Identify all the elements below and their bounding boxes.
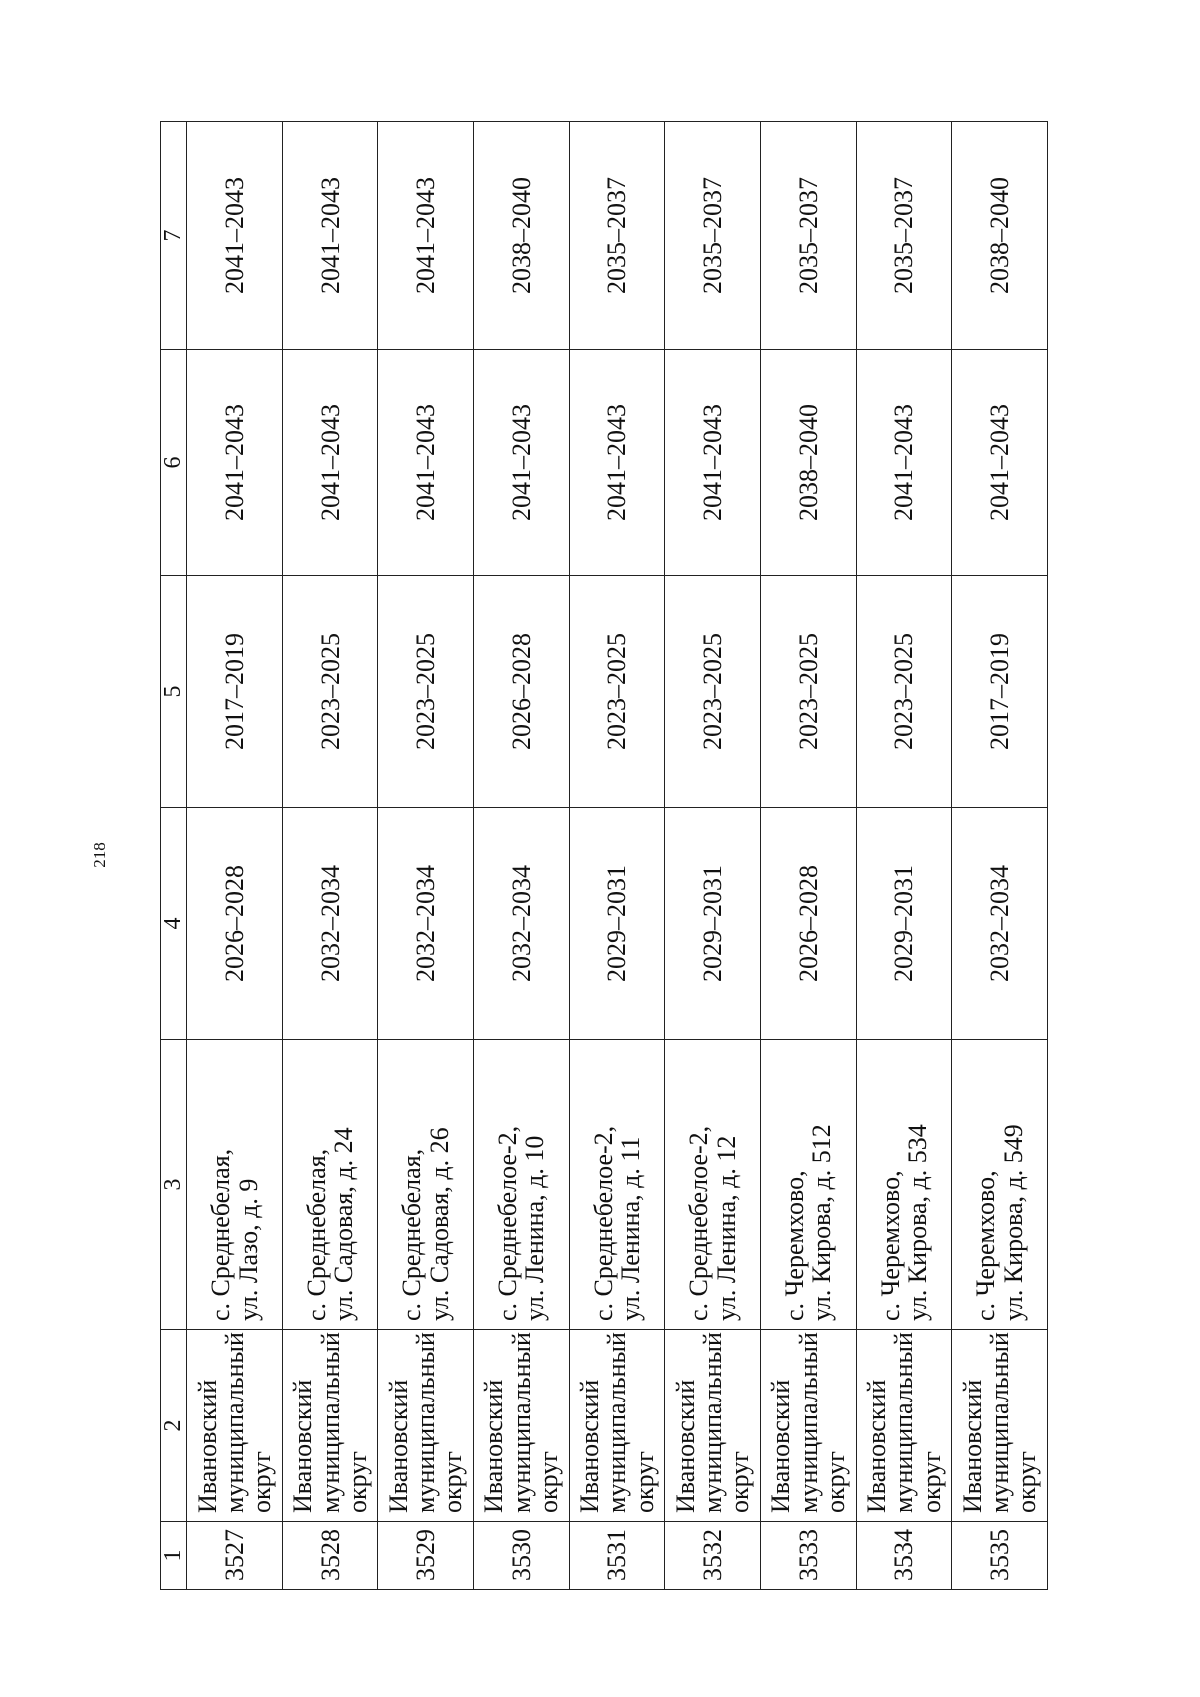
- period-c4: 2029–2031: [856, 808, 952, 1040]
- address-line: ул. Садовая, д. 26: [424, 1127, 454, 1321]
- district-line: Ивановский: [479, 1379, 509, 1513]
- period-c6: 2038–2040: [761, 350, 857, 576]
- district-line: Ивановский: [192, 1379, 222, 1513]
- address: [474, 1040, 570, 1330]
- address: [665, 1040, 761, 1330]
- period-c6: 2041–2043: [569, 350, 665, 576]
- district-line: муниципальный: [506, 1332, 536, 1513]
- municipal-district: [187, 1330, 283, 1522]
- period-c7: 2035–2037: [856, 122, 952, 350]
- period-c7: 2041–2043: [187, 122, 283, 350]
- period-c5: 2023–2025: [856, 576, 952, 808]
- district-line: Ивановский: [670, 1379, 700, 1513]
- period-c6: 2041–2043: [952, 350, 1048, 576]
- district-line: муниципальный: [315, 1332, 345, 1513]
- period-c6: 2041–2043: [187, 350, 283, 576]
- address: [856, 1040, 952, 1330]
- period-c7: 2035–2037: [665, 122, 761, 350]
- district-line: округ: [629, 1451, 659, 1513]
- district-line: округ: [916, 1451, 946, 1513]
- address: [187, 1040, 283, 1330]
- address-line: ул. Кирова, д. 534: [902, 1124, 932, 1321]
- address: [282, 1040, 378, 1330]
- period-c5: 2023–2025: [282, 576, 378, 808]
- data-table: [160, 121, 1048, 1590]
- district-line: округ: [1012, 1451, 1042, 1513]
- column-header: 4: [161, 808, 187, 1040]
- district-line: муниципальный: [698, 1332, 728, 1513]
- period-c5: 2023–2025: [665, 576, 761, 808]
- district-line: округ: [534, 1451, 564, 1513]
- address-line: с. Среднебелое-2,: [493, 1125, 523, 1321]
- address-line: ул. Ленина, д. 11: [616, 1136, 646, 1321]
- table-row: [856, 122, 952, 1590]
- table-row: [665, 122, 761, 1590]
- row-number: 3530: [474, 1522, 570, 1590]
- address-line: с. Среднебелое-2,: [684, 1125, 714, 1321]
- period-c6: 2041–2043: [282, 350, 378, 576]
- table-row: [187, 122, 283, 1590]
- period-c5: 2023–2025: [569, 576, 665, 808]
- row-number: 3528: [282, 1522, 378, 1590]
- period-c7: 2035–2037: [761, 122, 857, 350]
- table-row: [378, 122, 474, 1590]
- district-line: муниципальный: [889, 1332, 919, 1513]
- period-c4: 2032–2034: [952, 808, 1048, 1040]
- address-line: ул. Ленина, д. 12: [711, 1135, 741, 1321]
- district-line: муниципальный: [793, 1332, 823, 1513]
- address: [569, 1040, 665, 1330]
- municipal-district: [282, 1330, 378, 1522]
- period-c4: 2032–2034: [282, 808, 378, 1040]
- table-row: [282, 122, 378, 1590]
- table-row: [474, 122, 570, 1590]
- period-c7: 2038–2040: [474, 122, 570, 350]
- municipal-district: [569, 1330, 665, 1522]
- address: [378, 1040, 474, 1330]
- row-number: 3533: [761, 1522, 857, 1590]
- period-c4: 2032–2034: [378, 808, 474, 1040]
- municipal-district: [856, 1330, 952, 1522]
- address-line: с. Среднебелая,: [397, 1148, 427, 1321]
- district-line: муниципальный: [602, 1332, 632, 1513]
- district-line: округ: [725, 1451, 755, 1513]
- period-c6: 2041–2043: [474, 350, 570, 576]
- district-line: муниципальный: [411, 1332, 441, 1513]
- period-c7: 2041–2043: [378, 122, 474, 350]
- address-line: с. Черемхово,: [971, 1170, 1001, 1321]
- column-header: 1: [161, 1522, 187, 1590]
- period-c4: 2029–2031: [569, 808, 665, 1040]
- period-c5: 2023–2025: [761, 576, 857, 808]
- period-c5: 2017–2019: [952, 576, 1048, 808]
- address-line: с. Среднебелая,: [206, 1148, 236, 1321]
- address-line: с. Среднебелая,: [301, 1148, 331, 1321]
- address-line: ул. Лазо, д. 9: [233, 1178, 263, 1321]
- address-line: ул. Садовая, д. 24: [329, 1127, 359, 1321]
- period-c7: 2038–2040: [952, 122, 1048, 350]
- period-c4: 2026–2028: [761, 808, 857, 1040]
- period-c7: 2041–2043: [282, 122, 378, 350]
- row-number: 3535: [952, 1522, 1048, 1590]
- period-c6: 2041–2043: [665, 350, 761, 576]
- district-line: Ивановский: [766, 1379, 796, 1513]
- district-line: муниципальный: [985, 1332, 1014, 1513]
- row-number: 3527: [187, 1522, 283, 1590]
- address-line: с. Черемхово,: [875, 1170, 905, 1321]
- address: [952, 1040, 1048, 1330]
- column-header: 5: [161, 576, 187, 808]
- period-c7: 2035–2037: [569, 122, 665, 350]
- district-line: Ивановский: [862, 1379, 892, 1513]
- table-row: [569, 122, 665, 1590]
- municipal-district: [378, 1330, 474, 1522]
- municipal-district: [761, 1330, 857, 1522]
- column-header: 6: [161, 350, 187, 576]
- district-line: округ: [247, 1451, 277, 1513]
- address-line: ул. Кирова, д. 549: [998, 1124, 1028, 1321]
- district-line: Ивановский: [957, 1379, 987, 1513]
- column-header: 7: [161, 122, 187, 350]
- district-line: Ивановский: [383, 1379, 413, 1513]
- period-c5: 2026–2028: [474, 576, 570, 808]
- table-body: [187, 122, 1048, 1590]
- period-c5: 2023–2025: [378, 576, 474, 808]
- district-line: муниципальный: [219, 1332, 249, 1513]
- period-c6: 2041–2043: [378, 350, 474, 576]
- period-c4: 2026–2028: [187, 808, 283, 1040]
- period-c5: 2017–2019: [187, 576, 283, 808]
- municipal-district: [665, 1330, 761, 1522]
- row-number: 3532: [665, 1522, 761, 1590]
- row-number: 3529: [378, 1522, 474, 1590]
- district-line: Ивановский: [575, 1379, 605, 1513]
- district-line: округ: [821, 1451, 850, 1513]
- period-c4: 2032–2034: [474, 808, 570, 1040]
- district-line: Ивановский: [288, 1379, 318, 1513]
- address-line: ул. Кирова, д. 512: [807, 1124, 837, 1321]
- district-line: округ: [342, 1451, 372, 1513]
- address-line: ул. Ленина, д. 10: [520, 1135, 550, 1321]
- address-line: с. Черемхово,: [780, 1170, 810, 1321]
- row-number: 3534: [856, 1522, 952, 1590]
- district-line: округ: [438, 1451, 468, 1513]
- period-c6: 2041–2043: [856, 350, 952, 576]
- municipal-district: [474, 1330, 570, 1522]
- table-row: [952, 122, 1048, 1590]
- address-line: с. Среднебелое-2,: [588, 1125, 618, 1321]
- header-row: [161, 122, 187, 1590]
- page-number: 218: [90, 842, 109, 868]
- municipal-district: [952, 1330, 1048, 1522]
- address: [761, 1040, 857, 1330]
- column-header: 3: [161, 1040, 187, 1330]
- row-number: 3531: [569, 1522, 665, 1590]
- table-row: [761, 122, 857, 1590]
- table-container: [160, 122, 1048, 1590]
- column-header: 2: [161, 1330, 187, 1522]
- period-c4: 2029–2031: [665, 808, 761, 1040]
